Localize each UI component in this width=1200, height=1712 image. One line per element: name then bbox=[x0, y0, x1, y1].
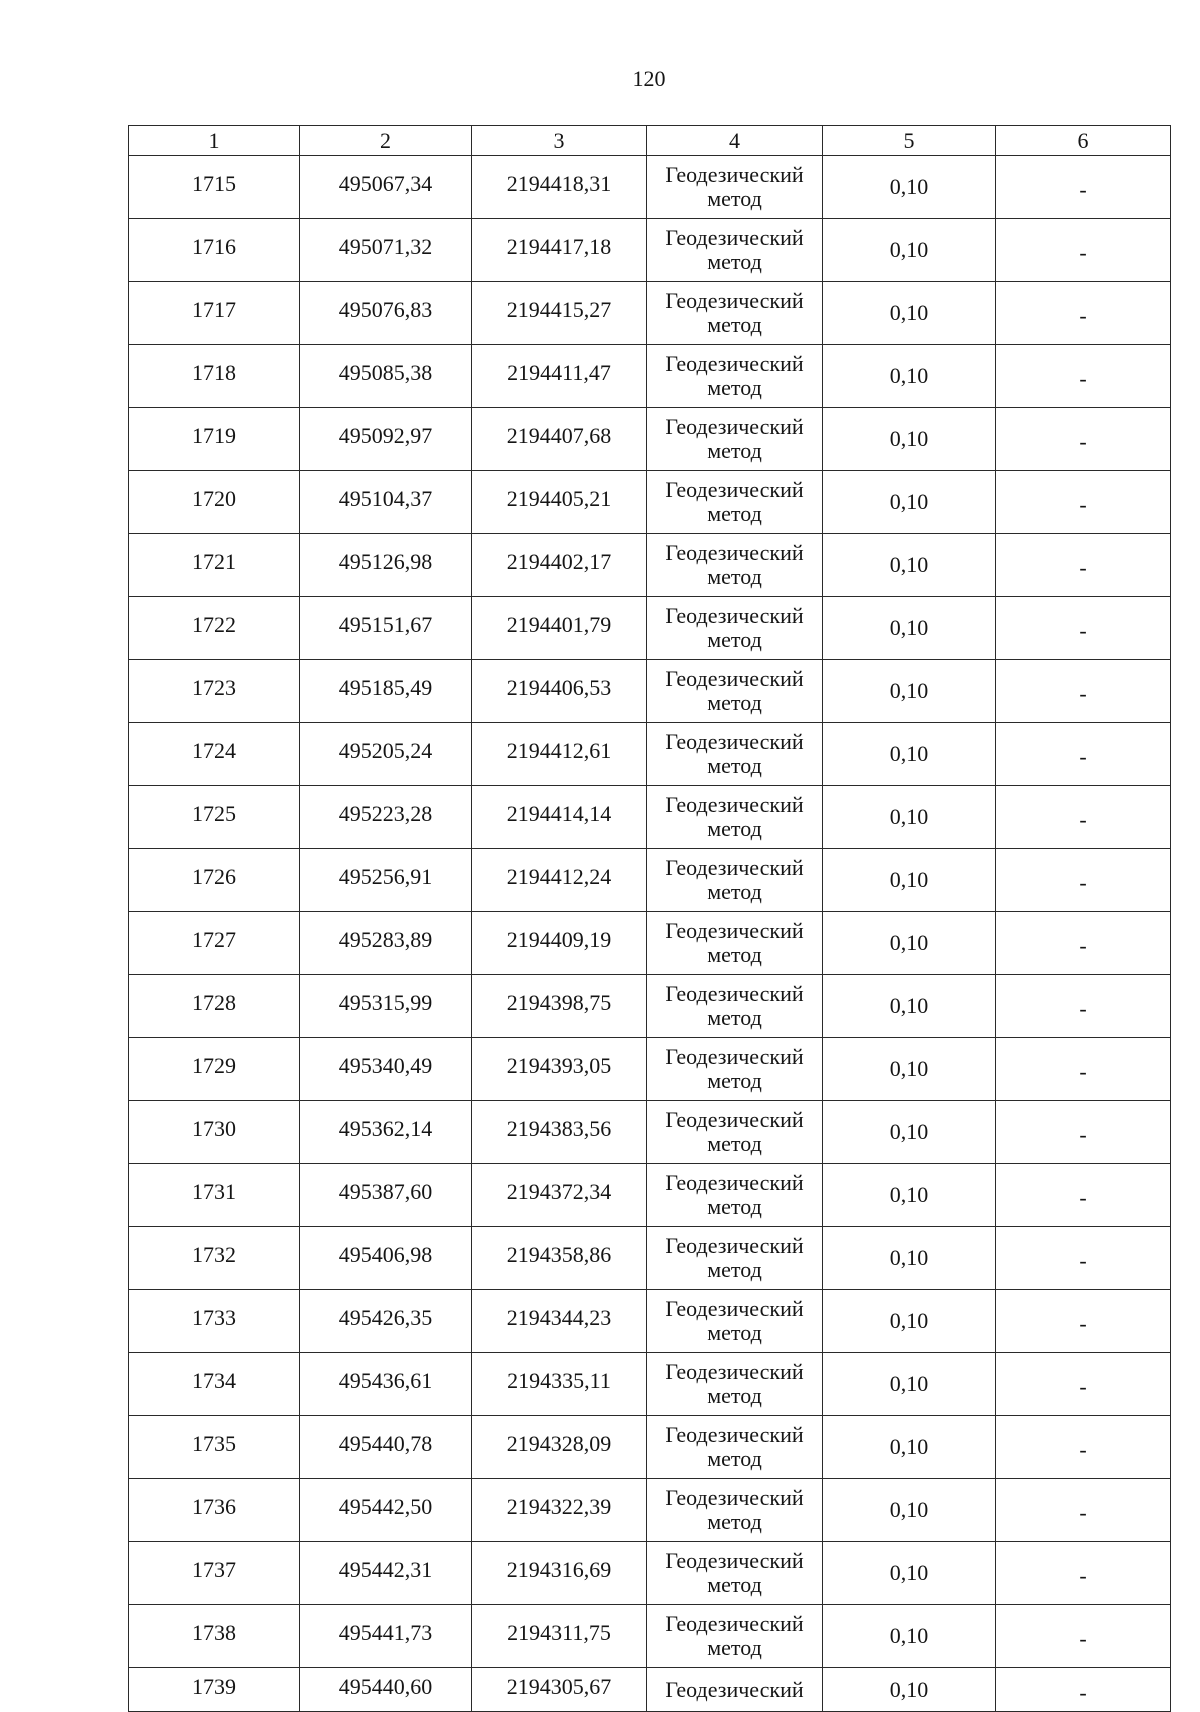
method-line: Геодезический bbox=[665, 477, 804, 502]
x-coordinate-cell: 495441,73 bbox=[300, 1605, 472, 1668]
accuracy-cell: 0,10 bbox=[823, 1416, 996, 1479]
accuracy-cell: 0,10 bbox=[823, 345, 996, 408]
table-row bbox=[129, 1164, 1171, 1227]
table-header bbox=[129, 126, 1171, 156]
method-line: метод bbox=[707, 186, 762, 211]
accuracy-cell: 0,10 bbox=[823, 1101, 996, 1164]
method-cell bbox=[647, 786, 823, 849]
method-cell bbox=[647, 975, 823, 1038]
y-coordinate-cell: 2194417,18 bbox=[472, 219, 647, 282]
point-number-cell: 1715 bbox=[129, 156, 300, 219]
point-number-cell: 1722 bbox=[129, 597, 300, 660]
note-cell: - bbox=[996, 849, 1171, 912]
table-row bbox=[129, 219, 1171, 282]
point-number-cell: 1729 bbox=[129, 1038, 300, 1101]
method-line: Геодезический bbox=[665, 1548, 804, 1573]
x-coordinate-cell: 495223,28 bbox=[300, 786, 472, 849]
x-coordinate-cell: 495104,37 bbox=[300, 471, 472, 534]
note-cell: - bbox=[996, 534, 1171, 597]
note-cell: - bbox=[996, 597, 1171, 660]
method-line: Геодезический bbox=[665, 1676, 804, 1702]
x-coordinate-cell: 495205,24 bbox=[300, 723, 472, 786]
x-coordinate-cell: 495076,83 bbox=[300, 282, 472, 345]
accuracy-cell: 0,10 bbox=[823, 1605, 996, 1668]
method-line: метод bbox=[707, 1383, 762, 1408]
x-coordinate-cell: 495151,67 bbox=[300, 597, 472, 660]
x-coordinate-cell: 495426,35 bbox=[300, 1290, 472, 1353]
method-cell bbox=[647, 1101, 823, 1164]
x-coordinate-cell: 495185,49 bbox=[300, 660, 472, 723]
method-line: метод bbox=[707, 753, 762, 778]
note-cell: - bbox=[996, 723, 1171, 786]
y-coordinate-cell: 2194411,47 bbox=[472, 345, 647, 408]
accuracy-cell: 0,10 bbox=[823, 786, 996, 849]
method-line: Геодезический bbox=[665, 603, 804, 628]
table-row bbox=[129, 660, 1171, 723]
point-number-cell: 1724 bbox=[129, 723, 300, 786]
accuracy-cell: 0,10 bbox=[823, 219, 996, 282]
accuracy-cell: 0,10 bbox=[823, 1353, 996, 1416]
accuracy-cell: 0,10 bbox=[823, 849, 996, 912]
accuracy-cell: 0,10 bbox=[823, 912, 996, 975]
accuracy-cell: 0,10 bbox=[823, 1164, 996, 1227]
point-number-cell: 1738 bbox=[129, 1605, 300, 1668]
table-row bbox=[129, 1542, 1171, 1605]
method-line: метод bbox=[707, 501, 762, 526]
accuracy-cell: 0,10 bbox=[823, 1227, 996, 1290]
point-number-cell: 1723 bbox=[129, 660, 300, 723]
table-row bbox=[129, 345, 1171, 408]
point-number-cell: 1717 bbox=[129, 282, 300, 345]
point-number-cell: 1721 bbox=[129, 534, 300, 597]
accuracy-cell: 0,10 bbox=[823, 534, 996, 597]
y-coordinate-cell: 2194372,34 bbox=[472, 1164, 647, 1227]
method-line: Геодезический bbox=[665, 414, 804, 439]
note-cell: - bbox=[996, 660, 1171, 723]
method-line: Геодезический bbox=[665, 666, 804, 691]
method-line: метод bbox=[707, 627, 762, 652]
table-row bbox=[129, 1416, 1171, 1479]
accuracy-cell: 0,10 bbox=[823, 975, 996, 1038]
x-coordinate-cell: 495442,50 bbox=[300, 1479, 472, 1542]
method-cell bbox=[647, 471, 823, 534]
method-line: Геодезический bbox=[665, 540, 804, 565]
table-row bbox=[129, 1290, 1171, 1353]
accuracy-cell: 0,10 bbox=[823, 471, 996, 534]
table-row bbox=[129, 849, 1171, 912]
accuracy-cell: 0,10 bbox=[823, 660, 996, 723]
method-cell bbox=[647, 219, 823, 282]
method-cell bbox=[647, 1353, 823, 1416]
method-cell bbox=[647, 282, 823, 345]
x-coordinate-cell: 495315,99 bbox=[300, 975, 472, 1038]
note-cell: - bbox=[996, 1353, 1171, 1416]
point-number-cell: 1731 bbox=[129, 1164, 300, 1227]
note-cell: - bbox=[996, 1101, 1171, 1164]
y-coordinate-cell: 2194407,68 bbox=[472, 408, 647, 471]
x-coordinate-cell: 495340,49 bbox=[300, 1038, 472, 1101]
method-line: Геодезический bbox=[665, 1422, 804, 1447]
method-line: Геодезический bbox=[665, 1170, 804, 1195]
note-cell: - bbox=[996, 1668, 1171, 1712]
point-number-cell: 1732 bbox=[129, 1227, 300, 1290]
method-line: метод bbox=[707, 564, 762, 589]
point-number-cell: 1733 bbox=[129, 1290, 300, 1353]
accuracy-cell: 0,10 bbox=[823, 156, 996, 219]
method-cell bbox=[647, 408, 823, 471]
note-cell: - bbox=[996, 1038, 1171, 1101]
method-cell bbox=[647, 345, 823, 408]
method-cell bbox=[647, 534, 823, 597]
x-coordinate-cell: 495256,91 bbox=[300, 849, 472, 912]
table-row bbox=[129, 1227, 1171, 1290]
header-cell-5: 5 bbox=[823, 126, 996, 156]
header-cell-1: 1 bbox=[129, 126, 300, 156]
y-coordinate-cell: 2194393,05 bbox=[472, 1038, 647, 1101]
method-cell bbox=[647, 1542, 823, 1605]
note-cell: - bbox=[996, 975, 1171, 1038]
method-line: метод bbox=[707, 1446, 762, 1471]
table-row bbox=[129, 912, 1171, 975]
method-line: метод bbox=[707, 879, 762, 904]
point-number-cell: 1726 bbox=[129, 849, 300, 912]
x-coordinate-cell: 495126,98 bbox=[300, 534, 472, 597]
method-cell bbox=[647, 1479, 823, 1542]
method-cell bbox=[647, 1416, 823, 1479]
method-cell bbox=[647, 1164, 823, 1227]
method-line: метод bbox=[707, 1509, 762, 1534]
x-coordinate-cell: 495071,32 bbox=[300, 219, 472, 282]
method-line: метод bbox=[707, 1068, 762, 1093]
table-row bbox=[129, 1479, 1171, 1542]
point-number-cell: 1737 bbox=[129, 1542, 300, 1605]
method-line: Геодезический bbox=[665, 729, 804, 754]
accuracy-cell: 0,10 bbox=[823, 408, 996, 471]
y-coordinate-cell: 2194412,24 bbox=[472, 849, 647, 912]
y-coordinate-cell: 2194335,11 bbox=[472, 1353, 647, 1416]
x-coordinate-cell: 495085,38 bbox=[300, 345, 472, 408]
y-coordinate-cell: 2194358,86 bbox=[472, 1227, 647, 1290]
x-coordinate-cell: 495436,61 bbox=[300, 1353, 472, 1416]
y-coordinate-cell: 2194344,23 bbox=[472, 1290, 647, 1353]
y-coordinate-cell: 2194328,09 bbox=[472, 1416, 647, 1479]
method-line: Геодезический bbox=[665, 1107, 804, 1132]
x-coordinate-cell: 495362,14 bbox=[300, 1101, 472, 1164]
note-cell: - bbox=[996, 1542, 1171, 1605]
y-coordinate-cell: 2194322,39 bbox=[472, 1479, 647, 1542]
method-cell bbox=[647, 660, 823, 723]
method-cell bbox=[647, 1290, 823, 1353]
point-number-cell: 1719 bbox=[129, 408, 300, 471]
method-line: Геодезический bbox=[665, 351, 804, 376]
method-line: Геодезический bbox=[665, 1359, 804, 1384]
method-line: Геодезический bbox=[665, 1485, 804, 1510]
x-coordinate-cell: 495283,89 bbox=[300, 912, 472, 975]
method-line: Геодезический bbox=[665, 1296, 804, 1321]
accuracy-cell: 0,10 bbox=[823, 282, 996, 345]
method-cell bbox=[647, 1038, 823, 1101]
y-coordinate-cell: 2194414,14 bbox=[472, 786, 647, 849]
method-line: Геодезический bbox=[665, 792, 804, 817]
table-row bbox=[129, 1038, 1171, 1101]
accuracy-cell: 0,10 bbox=[823, 1542, 996, 1605]
y-coordinate-cell: 2194316,69 bbox=[472, 1542, 647, 1605]
note-cell: - bbox=[996, 786, 1171, 849]
method-cell bbox=[647, 1227, 823, 1290]
table-row bbox=[129, 1101, 1171, 1164]
point-number-cell: 1727 bbox=[129, 912, 300, 975]
accuracy-cell: 0,10 bbox=[823, 1038, 996, 1101]
method-cell bbox=[647, 1605, 823, 1668]
header-row bbox=[129, 126, 1171, 156]
method-line: Геодезический bbox=[665, 855, 804, 880]
method-line: метод bbox=[707, 690, 762, 715]
table-row bbox=[129, 1353, 1171, 1416]
accuracy-cell: 0,10 bbox=[823, 1479, 996, 1542]
table-row bbox=[129, 534, 1171, 597]
point-number-cell: 1720 bbox=[129, 471, 300, 534]
point-number-cell: 1735 bbox=[129, 1416, 300, 1479]
method-line: метод bbox=[707, 1005, 762, 1030]
x-coordinate-cell: 495387,60 bbox=[300, 1164, 472, 1227]
method-line: Геодезический bbox=[665, 1044, 804, 1069]
method-line: Геодезический bbox=[665, 225, 804, 250]
page-number: 120 bbox=[632, 66, 666, 91]
table-row bbox=[129, 282, 1171, 345]
note-cell: - bbox=[996, 1164, 1171, 1227]
note-cell: - bbox=[996, 912, 1171, 975]
method-line: Геодезический bbox=[665, 162, 804, 187]
y-coordinate-cell: 2194398,75 bbox=[472, 975, 647, 1038]
method-line: метод bbox=[707, 438, 762, 463]
method-line: Геодезический bbox=[665, 918, 804, 943]
accuracy-cell: 0,10 bbox=[823, 597, 996, 660]
table-row bbox=[129, 1605, 1171, 1668]
note-cell: - bbox=[996, 471, 1171, 534]
header-cell-2: 2 bbox=[300, 126, 472, 156]
method-line: Геодезический bbox=[665, 981, 804, 1006]
method-line: метод bbox=[707, 312, 762, 337]
note-cell: - bbox=[996, 1416, 1171, 1479]
y-coordinate-cell: 2194405,21 bbox=[472, 471, 647, 534]
note-cell: - bbox=[996, 219, 1171, 282]
table-row bbox=[129, 408, 1171, 471]
method-cell bbox=[647, 849, 823, 912]
method-line: метод bbox=[707, 1194, 762, 1219]
method-line: метод bbox=[707, 1635, 762, 1660]
accuracy-cell: 0,10 bbox=[823, 1290, 996, 1353]
x-coordinate-cell: 495406,98 bbox=[300, 1227, 472, 1290]
method-cell bbox=[647, 156, 823, 219]
point-number-cell: 1716 bbox=[129, 219, 300, 282]
y-coordinate-cell: 2194305,67 bbox=[472, 1668, 647, 1712]
note-cell: - bbox=[996, 1479, 1171, 1542]
coordinates-table bbox=[128, 125, 1171, 1712]
note-cell: - bbox=[996, 282, 1171, 345]
table-row bbox=[129, 1668, 1171, 1712]
y-coordinate-cell: 2194412,61 bbox=[472, 723, 647, 786]
y-coordinate-cell: 2194415,27 bbox=[472, 282, 647, 345]
note-cell: - bbox=[996, 1227, 1171, 1290]
note-cell: - bbox=[996, 1290, 1171, 1353]
point-number-cell: 1734 bbox=[129, 1353, 300, 1416]
y-coordinate-cell: 2194406,53 bbox=[472, 660, 647, 723]
table-row bbox=[129, 975, 1171, 1038]
y-coordinate-cell: 2194409,19 bbox=[472, 912, 647, 975]
table-row bbox=[129, 471, 1171, 534]
point-number-cell: 1736 bbox=[129, 1479, 300, 1542]
method-line: метод bbox=[707, 1257, 762, 1282]
x-coordinate-cell: 495440,60 bbox=[300, 1668, 472, 1712]
header-cell-3: 3 bbox=[472, 126, 647, 156]
method-line: Геодезический bbox=[665, 288, 804, 313]
table-row bbox=[129, 597, 1171, 660]
accuracy-cell: 0,10 bbox=[823, 1668, 996, 1712]
point-number-cell: 1730 bbox=[129, 1101, 300, 1164]
method-line: Геодезический bbox=[665, 1233, 804, 1258]
table-row bbox=[129, 723, 1171, 786]
method-cell bbox=[647, 723, 823, 786]
method-line: метод bbox=[707, 1131, 762, 1156]
method-line: Геодезический bbox=[665, 1611, 804, 1636]
table-body bbox=[129, 156, 1171, 1712]
x-coordinate-cell: 495092,97 bbox=[300, 408, 472, 471]
note-cell: - bbox=[996, 345, 1171, 408]
point-number-cell: 1725 bbox=[129, 786, 300, 849]
y-coordinate-cell: 2194418,31 bbox=[472, 156, 647, 219]
note-cell: - bbox=[996, 408, 1171, 471]
note-cell: - bbox=[996, 156, 1171, 219]
header-cell-4: 4 bbox=[647, 126, 823, 156]
x-coordinate-cell: 495440,78 bbox=[300, 1416, 472, 1479]
accuracy-cell: 0,10 bbox=[823, 723, 996, 786]
x-coordinate-cell: 495442,31 bbox=[300, 1542, 472, 1605]
method-line: метод bbox=[707, 942, 762, 967]
method-line: метод bbox=[707, 1572, 762, 1597]
header-cell-6: 6 bbox=[996, 126, 1171, 156]
y-coordinate-cell: 2194401,79 bbox=[472, 597, 647, 660]
point-number-cell: 1728 bbox=[129, 975, 300, 1038]
method-cell bbox=[647, 912, 823, 975]
table-row bbox=[129, 156, 1171, 219]
method-line: метод bbox=[707, 816, 762, 841]
x-coordinate-cell: 495067,34 bbox=[300, 156, 472, 219]
y-coordinate-cell: 2194311,75 bbox=[472, 1605, 647, 1668]
y-coordinate-cell: 2194402,17 bbox=[472, 534, 647, 597]
point-number-cell: 1718 bbox=[129, 345, 300, 408]
method-cell bbox=[647, 1668, 823, 1712]
method-line: метод bbox=[707, 375, 762, 400]
table-row bbox=[129, 786, 1171, 849]
y-coordinate-cell: 2194383,56 bbox=[472, 1101, 647, 1164]
point-number-cell: 1739 bbox=[129, 1668, 300, 1712]
method-line: метод bbox=[707, 1320, 762, 1345]
method-line: метод bbox=[707, 249, 762, 274]
method-cell bbox=[647, 597, 823, 660]
note-cell: - bbox=[996, 1605, 1171, 1668]
